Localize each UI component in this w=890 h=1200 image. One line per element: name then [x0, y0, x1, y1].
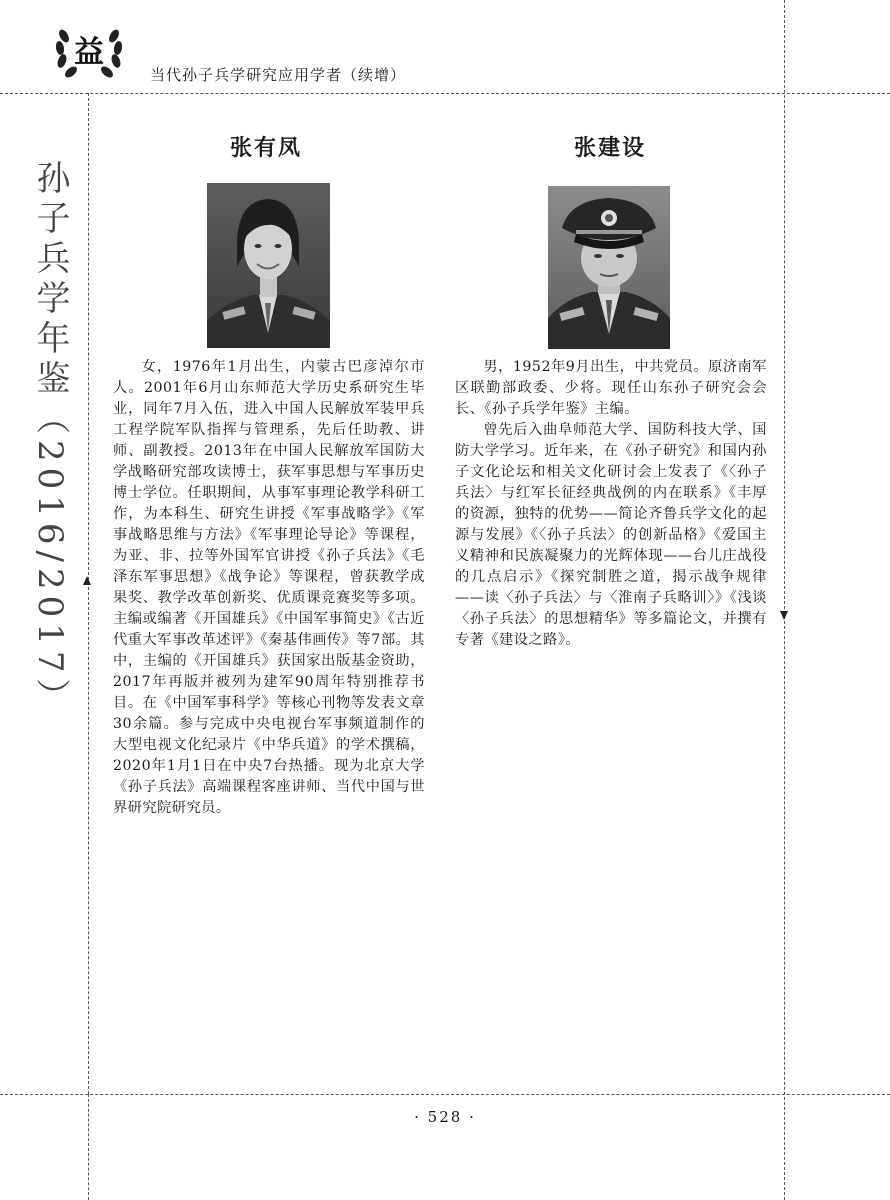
left-person-photo	[207, 183, 330, 348]
arrow-up-icon	[83, 576, 91, 585]
bio-paragraph: 男，1952年9月出生，中共党员。原济南军区联勤部政委、少将。现任山东孙子研究会会长、《孙子兵学年鉴》主编。	[455, 359, 767, 417]
arrow-down-icon	[780, 611, 788, 620]
running-header: 当代孙子兵学研究应用学者（续增）	[150, 66, 407, 84]
right-margin-guide	[784, 0, 785, 1200]
left-margin-guide	[88, 93, 89, 1094]
left-person-name: 张有凤	[229, 135, 302, 161]
right-person-photo	[548, 186, 670, 349]
left-person-bio	[113, 357, 425, 819]
top-divider-line	[0, 93, 890, 94]
sunzi-bingfa-emblem-icon	[50, 22, 128, 80]
bio-paragraph: 女，1976年1月出生，内蒙古巴彦淖尔市人。2001年6月山东师范大学历史系研究生毕业，同年7月入伍，进入中国人民解放军装甲兵工程学院军队指挥与管理系，先后任助教、讲师、副教授。2013年在中国人民解放军国防大学战略研究部攻读博士，获军事思想与军事历史博士学位。任职期间，从事军事理论教学科研工作，为本科生、研究生讲授《军事战略学》《军事战略思维与方法》《军事理论导论》等课程，为亚、非、拉等外国军官讲授《孙子兵法》《毛泽东军事思想》《战争论》等课程，曾获教学成果奖、教学改革创新奖、优质课竞赛奖等多项。主编或编著《开国雄兵》《中国军事简史》《古近代重大军事改革述评》《秦基伟画传》等7部。其中，主编的《开国雄兵》获国家出版基金资助，2017年再版并被列为建军90周年特别推荐书目。在《中国军事科学》等核心刊物等发表文章30余篇。参与完成中央电视台军事频道制作的大型电视文化纪录片《中华兵道》的学术撰稿，2020年1月1日在中央7台热播。现为北京大学《孙子兵法》高端课程客座讲师、当代中国与世界研究院研究员。	[113, 359, 425, 816]
svg-text:益: 益	[74, 35, 104, 70]
side-title: 孙子兵学年鉴（2016/2017）	[30, 160, 70, 719]
bottom-divider-line	[0, 1094, 890, 1095]
page-number: · 528 ·	[414, 1108, 476, 1126]
right-person-name: 张建设	[573, 135, 646, 161]
bio-paragraph: 曾先后入曲阜师范大学、国防科技大学、国防大学学习。近年来，在《孙子研究》和国内孙子文化论坛和相关文化研讨会上发表了《〈孙子兵法〉与红军长征经典战例的内在联系》《丰厚的资源，独特的优势——简论齐鲁兵学文化的起源与发展》《〈孙子兵法〉的创新品格》《爱国主义精神和民族凝聚力的光辉体现——台儿庄战役的几点启示》《探究制胜之道，揭示战争规律——读〈孙子兵法〉与〈淮南子兵略训〉》《浅谈〈孙子兵法〉的思想精华》等多篇论文，并撰有专著《建设之路》。	[455, 422, 767, 648]
right-person-bio	[455, 357, 767, 651]
